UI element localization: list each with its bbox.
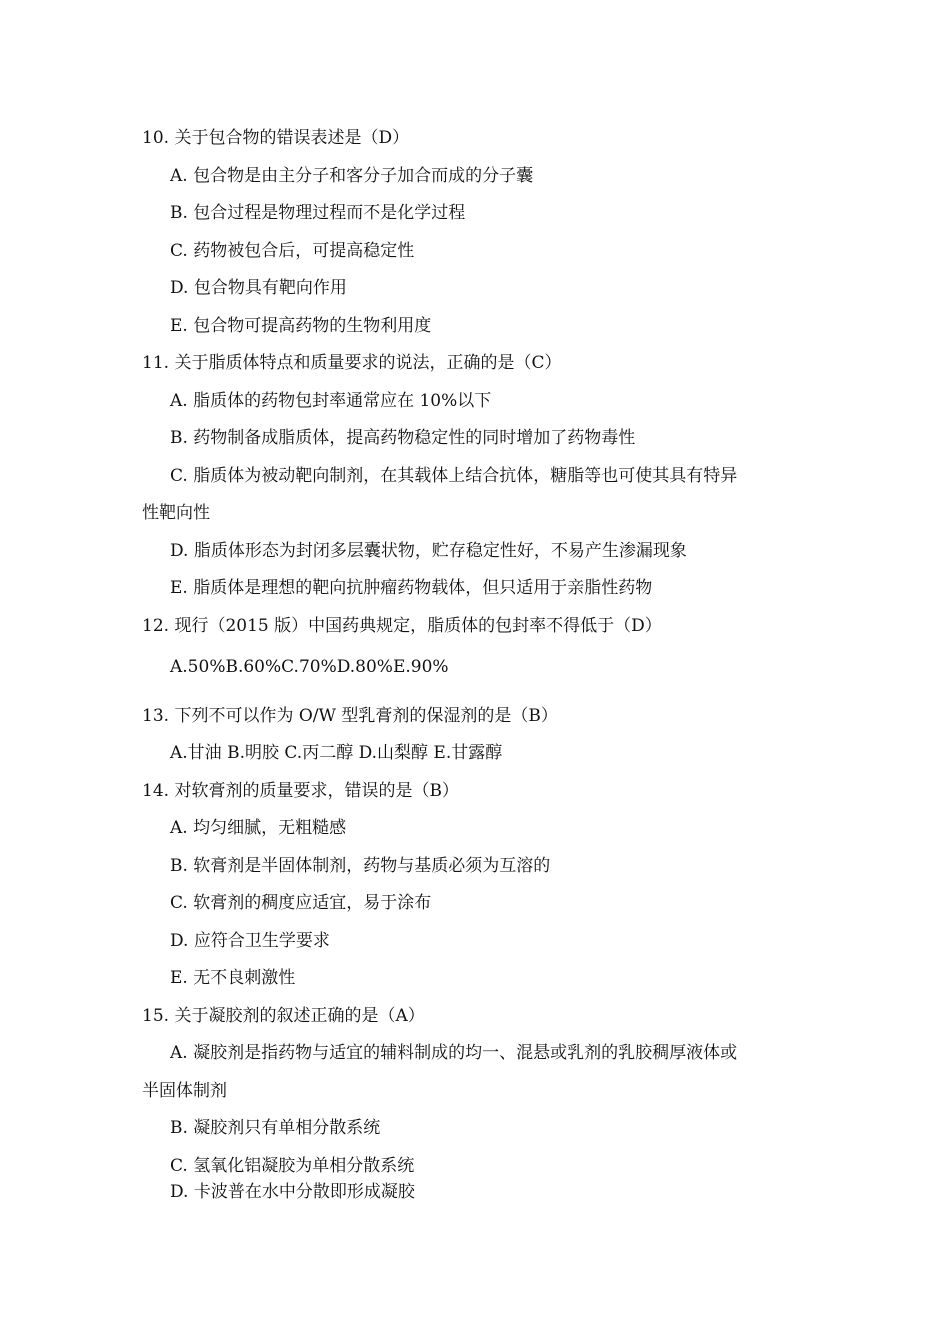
question-15-option-a: A. 凝胶剂是指药物与适宜的辅料制成的均一、混悬或乳剂的乳胶稠厚液体或 (170, 1043, 738, 1063)
question-15-option-a-continued: 半固体制剂 (142, 1081, 227, 1101)
question-12-options: A.50%B.60%C.70%D.80%E.90% (170, 657, 449, 677)
question-14-option-c: C. 软膏剂的稠度应适宜，易于涂布 (170, 893, 432, 913)
question-11-option-a: A. 脂质体的药物包封率通常应在 10%以下 (170, 391, 492, 411)
question-14-option-a: A. 均匀细腻，无粗糙感 (170, 818, 347, 838)
question-11-option-c: C. 脂质体为被动靶向制剂，在其载体上结合抗体，糖脂等也可使其具有特异 (170, 466, 738, 486)
question-10-option-c: C. 药物被包合后，可提高稳定性 (170, 241, 415, 261)
question-15-option-b: B. 凝胶剂只有单相分散系统 (170, 1118, 381, 1138)
question-11-option-c-continued: 性靶向性 (142, 503, 210, 523)
question-14-option-e: E. 无不良刺激性 (170, 968, 296, 988)
question-13-stem: 13. 下列不可以作为 O/W 型乳膏剂的保湿剂的是（B） (142, 706, 558, 726)
question-10-stem: 10. 关于包合物的错误表述是（D） (142, 128, 410, 148)
question-11-option-d: D. 脂质体形态为封闭多层囊状物，贮存稳定性好，不易产生渗漏现象 (170, 541, 687, 561)
question-10-option-d: D. 包合物具有靶向作用 (170, 278, 347, 298)
question-15-option-c: C. 氢氧化铝凝胶为单相分散系统 (170, 1156, 415, 1176)
question-10-option-e: E. 包合物可提高药物的生物利用度 (170, 316, 432, 336)
question-14-option-b: B. 软膏剂是半固体制剂，药物与基质必须为互溶的 (170, 856, 551, 876)
question-15-stem: 15. 关于凝胶剂的叙述正确的是（A） (142, 1006, 425, 1026)
question-15-option-d: D. 卡波普在水中分散即形成凝胶 (170, 1182, 415, 1202)
question-11-stem: 11. 关于脂质体特点和质量要求的说法，正确的是（C） (142, 353, 562, 373)
question-10-option-a: A. 包合物是由主分子和客分子加合而成的分子囊 (170, 166, 534, 186)
question-11-option-e: E. 脂质体是理想的靶向抗肿瘤药物载体，但只适用于亲脂性药物 (170, 578, 653, 598)
question-12-stem: 12. 现行（2015 版）中国药典规定，脂质体的包封率不得低于（D） (142, 616, 662, 636)
question-14-stem: 14. 对软膏剂的质量要求，错误的是（B） (142, 781, 459, 801)
question-11-option-b: B. 药物制备成脂质体，提高药物稳定性的同时增加了药物毒性 (170, 428, 636, 448)
question-13-options: A.甘油 B.明胶 C.丙二醇 D.山梨醇 E.甘露醇 (170, 743, 503, 763)
question-10-option-b: B. 包合过程是物理过程而不是化学过程 (170, 203, 466, 223)
question-14-option-d: D. 应符合卫生学要求 (170, 931, 330, 951)
